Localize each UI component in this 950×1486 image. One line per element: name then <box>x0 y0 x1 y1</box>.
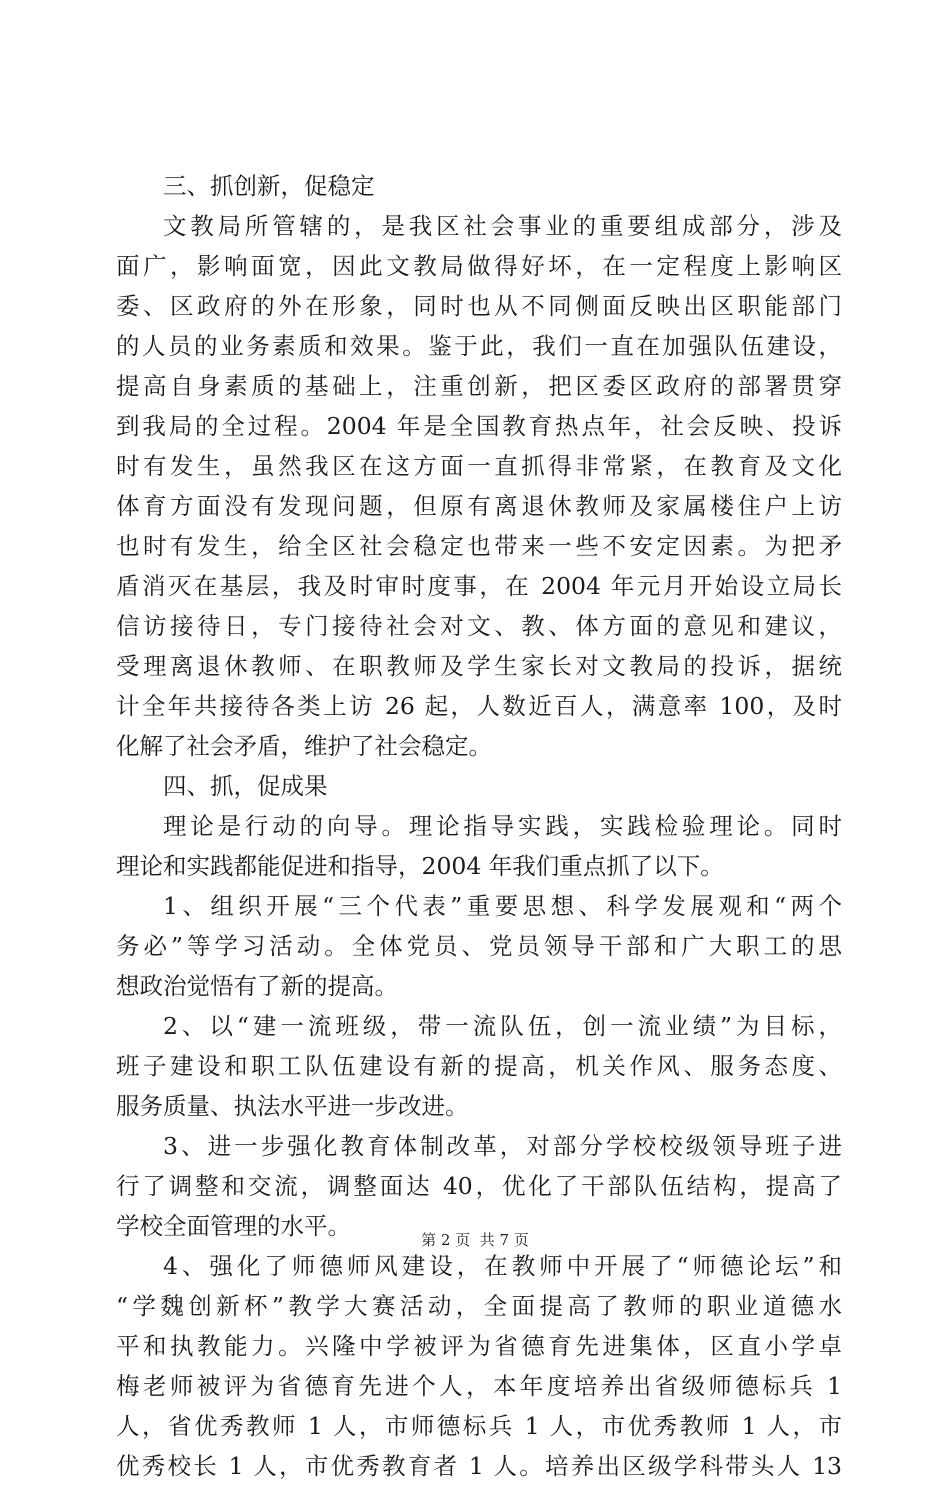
list-item-line: 务必”等学习活动。全体党员、党员领导干部和广大职工的思 <box>116 932 842 960</box>
list-item-line: 4、强化了师德师风建设，在教师中开展了“师德论坛”和 <box>163 1252 842 1280</box>
section-heading-4: 四、抓，促成果 <box>163 772 328 800</box>
list-item-line: “学魏创新杯”教学大赛活动，全面提高了教师的职业道德水 <box>116 1292 842 1320</box>
document-body <box>116 166 842 1486</box>
paragraph-line: 信访接待日，专门接待社会对文、教、体方面的意见和建议， <box>116 612 842 640</box>
paragraph-line: 的人员的业务素质和效果。鉴于此，我们一直在加强队伍建设， <box>116 332 842 360</box>
list-item-line: 想政治觉悟有了新的提高。 <box>116 972 398 1000</box>
paragraph-line: 文教局所管辖的，是我区社会事业的重要组成部分，涉及 <box>163 212 842 240</box>
page-number-footer: 第 2 页 共 7 页 <box>421 1231 529 1249</box>
paragraph-line: 理论和实践都能促进和指导，2004 年我们重点抓了以下。 <box>116 852 724 880</box>
list-item-line: 行了调整和交流，调整面达 40，优化了干部队伍结构，提高了 <box>116 1172 842 1200</box>
list-item-line: 服务质量、执法水平进一步改进。 <box>116 1092 469 1120</box>
paragraph-line: 到我局的全过程。2004 年是全国教育热点年，社会反映、投诉 <box>116 412 842 440</box>
paragraph-line: 化解了社会矛盾，维护了社会稳定。 <box>116 732 492 760</box>
list-item-line: 班子建设和职工队伍建设有新的提高，机关作风、服务态度、 <box>116 1052 842 1080</box>
paragraph-line: 盾消灭在基层，我及时审时度事，在 2004 年元月开始设立局长 <box>116 572 842 600</box>
list-item-line: 2、以“建一流班级，带一流队伍，创一流业绩”为目标， <box>163 1012 842 1040</box>
paragraph-line: 提高自身素质的基础上，注重创新，把区委区政府的部署贯穿 <box>116 372 842 400</box>
list-item-line: 平和执教能力。兴隆中学被评为省德育先进集体，区直小学卓 <box>116 1332 842 1360</box>
list-item-line: 人，省优秀教师 1 人，市师德标兵 1 人，市优秀教师 1 人，市 <box>116 1412 842 1440</box>
paragraph-line: 也时有发生，给全区社会稳定也带来一些不安定因素。为把矛 <box>116 532 842 560</box>
paragraph-line: 计全年共接待各类上访 26 起，人数近百人，满意率 100，及时 <box>116 692 842 720</box>
list-item-line: 梅老师被评为省德育先进个人，本年度培养出省级师德标兵 1 <box>116 1372 842 1400</box>
paragraph-line: 面广，影响面宽，因此文教局做得好坏，在一定程度上影响区 <box>116 252 842 280</box>
paragraph-line: 受理离退休教师、在职教师及学生家长对文教局的投诉，据统 <box>116 652 842 680</box>
paragraph-line: 委、区政府的外在形象，同时也从不同侧面反映出区职能部门 <box>116 292 842 320</box>
list-item-line: 学校全面管理的水平。 <box>116 1212 351 1240</box>
list-item-line: 3、进一步强化教育体制改革，对部分学校校级领导班子进 <box>163 1132 842 1160</box>
paragraph-line: 理论是行动的向导。理论指导实践，实践检验理论。同时 <box>163 812 842 840</box>
list-item-line: 优秀校长 1 人，市优秀教育者 1 人。培养出区级学科带头人 13 <box>116 1452 842 1480</box>
list-item-line: 1、组织开展“三个代表”重要思想、科学发展观和“两个 <box>163 892 842 920</box>
paragraph-line: 体育方面没有发现问题，但原有离退休教师及家属楼住户上访 <box>116 492 842 520</box>
paragraph-line: 时有发生，虽然我区在这方面一直抓得非常紧，在教育及文化 <box>116 452 842 480</box>
section-heading-3: 三、抓创新，促稳定 <box>163 172 375 200</box>
